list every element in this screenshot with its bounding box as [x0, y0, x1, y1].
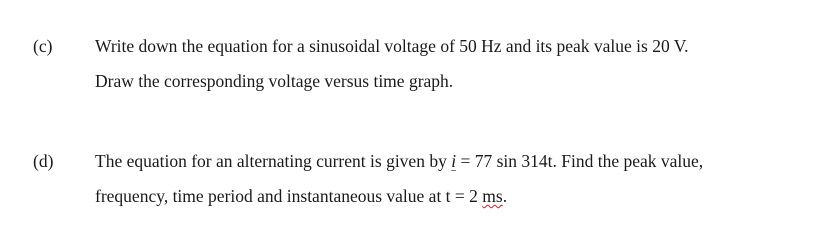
question-d-line-2-post: . — [502, 186, 508, 206]
question-d-line-1 — [95, 151, 703, 172]
question-c-line-2: Draw the corresponding voltage versus time graph. — [95, 71, 454, 91]
question-d-line-1-pre: The equation for an alternating current is given by — [95, 151, 452, 171]
question-c-label: (c) — [33, 36, 53, 56]
question-d-line-2 — [95, 186, 507, 207]
question-d-line-2-pre: frequency, time period and instantaneous value at t = 2 — [95, 186, 483, 206]
current-variable-i: i — [451, 151, 457, 171]
question-d-label: (d) — [33, 151, 54, 171]
question-c-line-1: Write down the equation for a sinusoidal voltage of 50 Hz and its peak value is 20 V. — [95, 36, 689, 56]
unit-ms-spellcheck: ms — [482, 186, 503, 206]
question-d-line-1-post: = 77 sin 314t. Find the peak value, — [456, 151, 704, 171]
